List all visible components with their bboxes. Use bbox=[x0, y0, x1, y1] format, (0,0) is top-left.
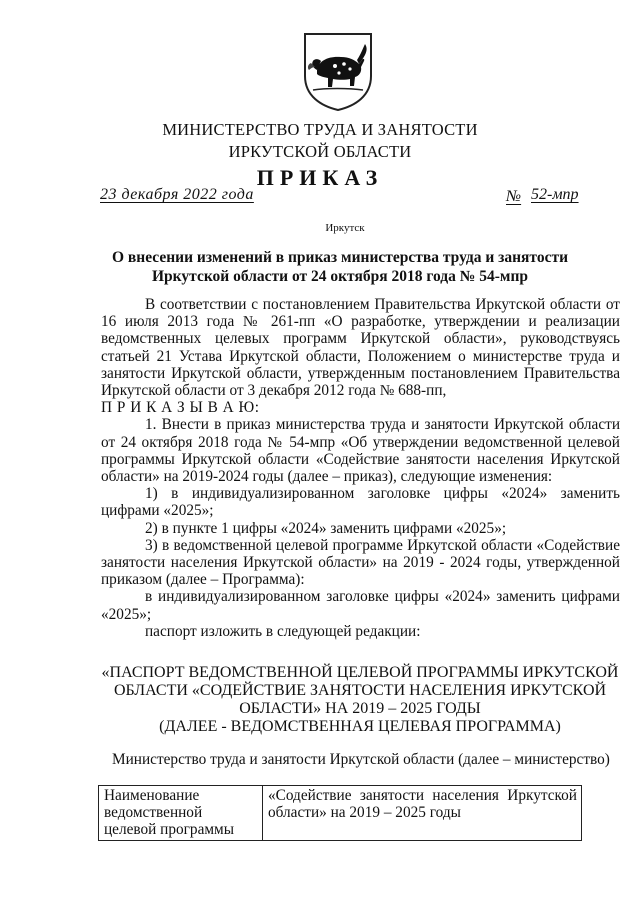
ministry-name-line-2: ИРКУТСКОЙ ОБЛАСТИ bbox=[228, 142, 412, 161]
ministry-name-line-1: МИНИСТЕРСТВО ТРУДА И ЗАНЯТОСТИ bbox=[162, 120, 478, 139]
item-1-3-b-paragraph: паспорт изложить в следующей редакции: bbox=[145, 622, 421, 640]
preamble-paragraph: В соответствии с постановлением Правительства Иркутской области от 16 июля 2013 года № 261-пп «О разработке, утверждении и реализации ведомственных целевых программ Иркутской области», руководствуясь статьей 21 Устава Иркутской области, Положением о министерстве труда и занятости Иркутской области, утвержденным постановлением Правительства Иркутской области от 3 декабря 2012 года № 688-пп, bbox=[101, 296, 620, 400]
city-label: Иркутск bbox=[325, 222, 365, 234]
table-row bbox=[99, 786, 582, 841]
item-1-2-paragraph: 2) в пункте 1 цифры «2024» заменить цифрами «2025»; bbox=[145, 519, 507, 537]
responsible-ministry-line: Министерство труда и занятости Иркутской области (далее – министерство) bbox=[112, 751, 610, 768]
item-1-1-paragraph: 1) в индивидуализированном заголовке цифры «2024» заменить цифрами «2025»; bbox=[101, 485, 620, 520]
item-1-3-a-paragraph: в индивидуализированном заголовке цифры «2024» заменить цифрами «2025»; bbox=[101, 588, 620, 623]
table-cell-label: Наименование ведомственной целевой программы bbox=[99, 786, 263, 841]
order-number-label: № bbox=[506, 188, 522, 205]
item-1-3-paragraph: 3) в ведомственной целевой программе Иркутской области «Содействие занятости населения Иркутской области» на 2019 - 2024 годы, утвержденной приказом (далее – Программа): bbox=[101, 536, 620, 589]
irkutsk-coat-of-arms-icon bbox=[299, 30, 377, 112]
passport-table bbox=[98, 785, 582, 841]
subject-line-2: Иркутской области от 24 октября 2018 года № 54-мпр bbox=[152, 268, 528, 285]
table-cell-value: «Содействие занятости населения Иркутской области» на 2019 – 2025 годы bbox=[263, 786, 582, 841]
passport-heading-line-3: ОБЛАСТИ» НА 2019 – 2025 ГОДЫ bbox=[239, 700, 481, 717]
decree-word: П Р И К А З Ы В А Ю: bbox=[101, 399, 260, 417]
passport-heading-line-4: (ДАЛЕЕ - ВЕДОМСТВЕННАЯ ЦЕЛЕВАЯ ПРОГРАММА) bbox=[159, 718, 561, 735]
order-date: 23 декабря 2022 года bbox=[100, 186, 254, 203]
passport-heading-line-2: ОБЛАСТИ «СОДЕЙСТВИЕ ЗАНЯТОСТИ НАСЕЛЕНИЯ ИРКУТСКОЙ bbox=[113, 682, 607, 699]
subject-line-1: О внесении изменений в приказ министерства труда и занятости bbox=[111, 249, 569, 266]
item-1-paragraph: 1. Внести в приказ министерства труда и занятости Иркутской области от 24 октября 2018 года № 54-мпр «Об утверждении ведомственной целевой программы Иркутской области «Содействие занятости населения Иркутской области» на 2019-2024 годы (далее – приказ), следующие изменения: bbox=[101, 416, 620, 486]
passport-heading bbox=[100, 664, 620, 736]
order-number: 52-мпр bbox=[531, 186, 579, 203]
passport-heading-line-1: «ПАСПОРТ ВЕДОМСТВЕННОЙ ЦЕЛЕВОЙ ПРОГРАММЫ ИРКУТСКОЙ bbox=[101, 664, 619, 681]
order-title: ПРИКАЗ bbox=[256, 165, 384, 190]
document-body bbox=[101, 296, 620, 640]
order-subject bbox=[100, 248, 580, 286]
